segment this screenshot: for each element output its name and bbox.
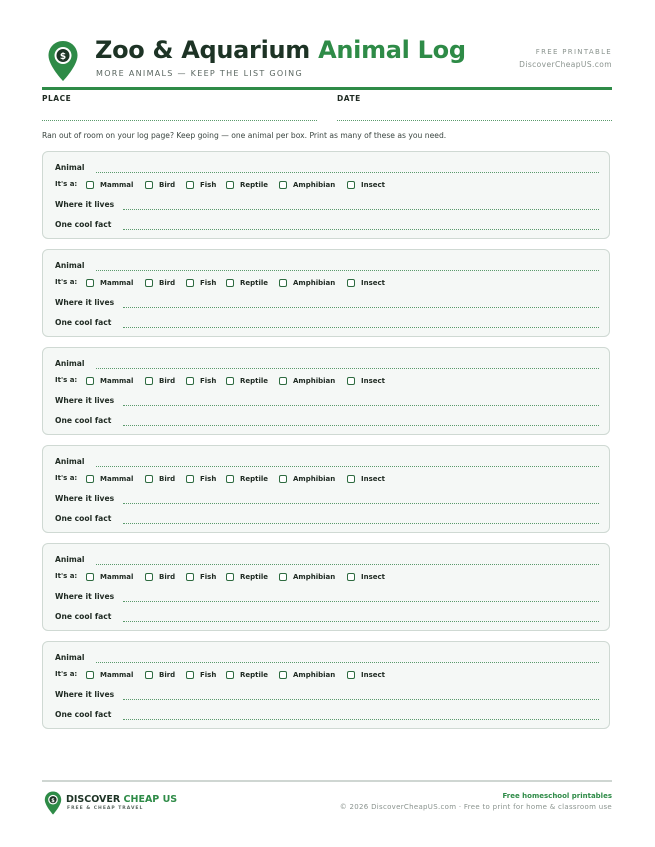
option-amphibian[interactable]: [279, 571, 335, 582]
animal-label: Animal: [55, 653, 85, 662]
checkbox[interactable]: [145, 475, 153, 483]
option-label: Reptile: [240, 180, 269, 189]
option-bird[interactable]: [145, 179, 175, 190]
option-label: Reptile: [240, 376, 269, 385]
date-label: DATE: [337, 94, 361, 103]
animal-field[interactable]: [96, 466, 599, 467]
where-field[interactable]: [123, 209, 599, 210]
free-printable-badge: FREE PRINTABLE: [535, 48, 612, 56]
checkbox[interactable]: [279, 279, 287, 287]
checkbox[interactable]: [226, 475, 234, 483]
its-a-label: It's a:: [55, 376, 78, 384]
checkbox[interactable]: [347, 671, 355, 679]
its-a-label: It's a:: [55, 474, 78, 482]
where-field[interactable]: [123, 405, 599, 406]
footer-brand-part-2: CHEAP US: [123, 794, 178, 805]
animal-field[interactable]: [96, 662, 599, 663]
checkbox[interactable]: [226, 377, 234, 385]
its-a-label: It's a:: [55, 572, 78, 580]
option-mammal[interactable]: [86, 179, 133, 190]
option-mammal[interactable]: [86, 375, 133, 386]
map-pin-dollar-icon: [44, 791, 62, 815]
option-label: Insect: [361, 180, 385, 189]
option-reptile[interactable]: [226, 669, 268, 680]
option-amphibian[interactable]: [279, 669, 335, 680]
option-bird[interactable]: [145, 375, 175, 386]
footer-copyright: © 2026 DiscoverCheapUS.com · Free to print for home & classroom use: [339, 803, 612, 811]
animal-label: Animal: [55, 359, 85, 368]
footer-title: Free homeschool printables: [502, 792, 612, 800]
checkbox[interactable]: [186, 279, 194, 287]
option-label: Amphibian: [293, 180, 336, 189]
option-label: Amphibian: [293, 474, 336, 483]
header-divider: [42, 87, 612, 90]
checkbox[interactable]: [347, 573, 355, 581]
option-label: Insect: [361, 572, 385, 581]
option-insect[interactable]: [347, 277, 385, 288]
checkbox[interactable]: [226, 573, 234, 581]
option-label: Mammal: [100, 180, 134, 189]
place-label: PLACE: [42, 94, 72, 103]
option-label: Amphibian: [293, 278, 336, 287]
fact-field[interactable]: [123, 229, 599, 230]
option-label: Insect: [361, 278, 385, 287]
where-label: Where it lives: [55, 298, 115, 307]
option-fish[interactable]: [186, 277, 216, 288]
fact-field[interactable]: [123, 719, 599, 720]
option-label: Bird: [159, 670, 176, 679]
animal-field[interactable]: [96, 564, 599, 565]
animal-card: [42, 151, 610, 239]
animal-card: [42, 543, 610, 631]
option-label: Reptile: [240, 572, 269, 581]
checkbox[interactable]: [186, 377, 194, 385]
option-insect[interactable]: [347, 473, 385, 484]
option-mammal[interactable]: [86, 473, 133, 484]
checkbox[interactable]: [226, 279, 234, 287]
animal-field[interactable]: [96, 270, 599, 271]
option-label: Mammal: [100, 376, 134, 385]
option-label: Amphibian: [293, 670, 336, 679]
option-amphibian[interactable]: [279, 179, 335, 190]
option-label: Bird: [159, 376, 176, 385]
option-fish[interactable]: [186, 179, 216, 190]
title-part-1: Zoo & Aquarium: [95, 36, 311, 64]
fact-label: One cool fact: [55, 612, 112, 621]
option-fish[interactable]: [186, 473, 216, 484]
checkbox[interactable]: [86, 181, 94, 189]
footer-logo-glyph: $: [51, 797, 55, 804]
option-insect[interactable]: [347, 179, 385, 190]
page-title: [95, 36, 466, 64]
checkbox[interactable]: [226, 671, 234, 679]
option-reptile[interactable]: [226, 277, 268, 288]
option-label: Insect: [361, 474, 385, 483]
option-label: Fish: [200, 278, 217, 287]
date-field[interactable]: [337, 120, 612, 121]
option-reptile[interactable]: [226, 375, 268, 386]
page-subtitle: MORE ANIMALS — KEEP THE LIST GOING: [96, 69, 303, 78]
where-field[interactable]: [123, 699, 599, 700]
option-bird[interactable]: [145, 277, 175, 288]
option-amphibian[interactable]: [279, 375, 335, 386]
option-bird[interactable]: [145, 473, 175, 484]
option-label: Bird: [159, 180, 176, 189]
checkbox[interactable]: [86, 377, 94, 385]
checkbox[interactable]: [347, 475, 355, 483]
animal-card: [42, 641, 610, 729]
option-reptile[interactable]: [226, 571, 268, 582]
animal-label: Animal: [55, 261, 85, 270]
animal-label: Animal: [55, 555, 85, 564]
checkbox[interactable]: [279, 181, 287, 189]
page-header: [44, 36, 612, 88]
logo-glyph: $: [59, 52, 67, 62]
checkbox[interactable]: [347, 377, 355, 385]
option-label: Reptile: [240, 670, 269, 679]
option-label: Fish: [200, 180, 217, 189]
checkbox[interactable]: [86, 671, 94, 679]
checkbox[interactable]: [279, 475, 287, 483]
option-label: Fish: [200, 474, 217, 483]
option-insect[interactable]: [347, 375, 385, 386]
option-label: Insect: [361, 670, 385, 679]
checkbox[interactable]: [86, 573, 94, 581]
checkbox[interactable]: [347, 181, 355, 189]
where-field[interactable]: [123, 601, 599, 602]
option-label: Bird: [159, 474, 176, 483]
animal-field[interactable]: [96, 172, 599, 173]
where-label: Where it lives: [55, 396, 115, 405]
fact-label: One cool fact: [55, 220, 112, 229]
checkbox[interactable]: [145, 377, 153, 385]
where-field[interactable]: [123, 307, 599, 308]
checkbox[interactable]: [279, 377, 287, 385]
checkbox[interactable]: [226, 181, 234, 189]
footer-brand: [66, 794, 177, 805]
footer-brand-part-1: DISCOVER: [66, 794, 121, 805]
option-reptile[interactable]: [226, 179, 268, 190]
checkbox[interactable]: [186, 671, 194, 679]
fact-field[interactable]: [123, 523, 599, 524]
fact-field[interactable]: [123, 425, 599, 426]
animal-card: [42, 445, 610, 533]
its-a-label: It's a:: [55, 670, 78, 678]
site-url: DiscoverCheapUS.com: [519, 60, 612, 69]
option-label: Fish: [200, 376, 217, 385]
option-reptile[interactable]: [226, 473, 268, 484]
checkbox[interactable]: [347, 279, 355, 287]
option-insect[interactable]: [347, 571, 385, 582]
option-fish[interactable]: [186, 375, 216, 386]
fact-label: One cool fact: [55, 710, 112, 719]
fact-label: One cool fact: [55, 416, 112, 425]
animal-label: Animal: [55, 457, 85, 466]
option-fish[interactable]: [186, 571, 216, 582]
checkbox[interactable]: [279, 671, 287, 679]
where-label: Where it lives: [55, 200, 115, 209]
option-amphibian[interactable]: [279, 473, 335, 484]
option-label: Mammal: [100, 572, 134, 581]
option-mammal[interactable]: [86, 277, 133, 288]
checkbox[interactable]: [145, 573, 153, 581]
footer-tagline: FREE & CHEAP TRAVEL: [67, 806, 144, 811]
checkbox[interactable]: [86, 475, 94, 483]
option-amphibian[interactable]: [279, 277, 335, 288]
fact-label: One cool fact: [55, 514, 112, 523]
map-pin-dollar-icon: [47, 40, 79, 82]
checkbox[interactable]: [279, 573, 287, 581]
where-label: Where it lives: [55, 592, 115, 601]
animal-card: [42, 249, 610, 337]
checkbox[interactable]: [186, 181, 194, 189]
its-a-label: It's a:: [55, 180, 78, 188]
animal-field[interactable]: [96, 368, 599, 369]
option-label: Bird: [159, 572, 176, 581]
checkbox[interactable]: [145, 181, 153, 189]
option-bird[interactable]: [145, 571, 175, 582]
option-insect[interactable]: [347, 669, 385, 680]
option-label: Reptile: [240, 474, 269, 483]
title-part-2: Animal Log: [318, 36, 466, 64]
place-field[interactable]: [42, 120, 317, 121]
where-label: Where it lives: [55, 494, 115, 503]
option-label: Reptile: [240, 278, 269, 287]
animal-card: [42, 347, 610, 435]
option-label: Fish: [200, 670, 217, 679]
option-label: Bird: [159, 278, 176, 287]
option-mammal[interactable]: [86, 669, 133, 680]
fact-field[interactable]: [123, 621, 599, 622]
option-label: Amphibian: [293, 376, 336, 385]
checkbox[interactable]: [186, 475, 194, 483]
fact-field[interactable]: [123, 327, 599, 328]
option-label: Mammal: [100, 278, 134, 287]
where-field[interactable]: [123, 503, 599, 504]
option-label: Insect: [361, 376, 385, 385]
option-label: Mammal: [100, 670, 134, 679]
fact-label: One cool fact: [55, 318, 112, 327]
intro-text: Ran out of room on your log page? Keep going — one animal per box. Print as many of these as you need.: [42, 131, 447, 140]
footer-divider: [42, 780, 612, 782]
checkbox[interactable]: [145, 279, 153, 287]
option-label: Amphibian: [293, 572, 336, 581]
option-mammal[interactable]: [86, 571, 133, 582]
its-a-label: It's a:: [55, 278, 78, 286]
option-label: Fish: [200, 572, 217, 581]
option-fish[interactable]: [186, 669, 216, 680]
checkbox[interactable]: [86, 279, 94, 287]
checkbox[interactable]: [186, 573, 194, 581]
option-label: Mammal: [100, 474, 134, 483]
option-bird[interactable]: [145, 669, 175, 680]
checkbox[interactable]: [145, 671, 153, 679]
animal-label: Animal: [55, 163, 85, 172]
where-label: Where it lives: [55, 690, 115, 699]
